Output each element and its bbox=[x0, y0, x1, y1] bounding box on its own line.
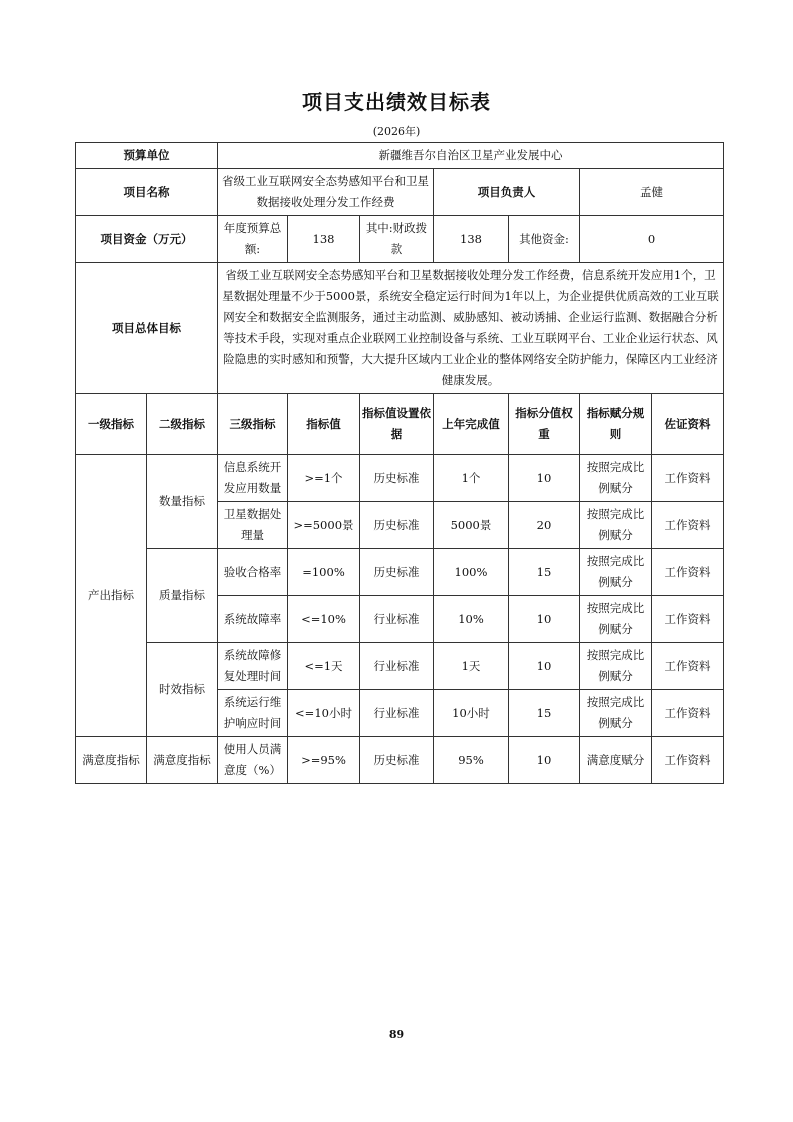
indicator-value: >=5000景 bbox=[288, 502, 360, 549]
score-weight: 15 bbox=[509, 549, 580, 596]
scoring-rule: 按照完成比例赋分 bbox=[580, 549, 652, 596]
other-funds-label: 其他资金: bbox=[509, 216, 580, 263]
col-header-value: 指标值 bbox=[288, 394, 360, 455]
project-name-label: 项目名称 bbox=[76, 169, 218, 216]
level3-indicator: 系统运行维护响应时间 bbox=[218, 690, 288, 737]
score-weight: 10 bbox=[509, 596, 580, 643]
evidence: 工作资料 bbox=[652, 502, 724, 549]
project-funds-row bbox=[76, 216, 724, 263]
evidence: 工作资料 bbox=[652, 549, 724, 596]
col-header-last-year: 上年完成值 bbox=[434, 394, 509, 455]
evidence: 工作资料 bbox=[652, 690, 724, 737]
project-lead-value: 孟健 bbox=[580, 169, 724, 216]
table-row bbox=[76, 737, 724, 784]
evidence: 工作资料 bbox=[652, 455, 724, 502]
level3-indicator: 卫星数据处理量 bbox=[218, 502, 288, 549]
last-year-value: 5000景 bbox=[434, 502, 509, 549]
scoring-rule: 按照完成比例赋分 bbox=[580, 643, 652, 690]
budget-unit-value: 新疆维吾尔自治区卫星产业发展中心 bbox=[218, 143, 724, 169]
last-year-value: 1个 bbox=[434, 455, 509, 502]
evidence: 工作资料 bbox=[652, 737, 724, 784]
level1-output: 产出指标 bbox=[76, 455, 147, 737]
value-basis: 行业标准 bbox=[360, 690, 434, 737]
overall-goal-label: 项目总体目标 bbox=[76, 263, 218, 394]
level3-indicator: 使用人员满意度（%） bbox=[218, 737, 288, 784]
scoring-rule: 按照完成比例赋分 bbox=[580, 690, 652, 737]
budget-unit-row bbox=[76, 143, 724, 169]
indicator-value: <=10小时 bbox=[288, 690, 360, 737]
level2-satisfaction: 满意度指标 bbox=[147, 737, 218, 784]
column-header-row bbox=[76, 394, 724, 455]
value-basis: 行业标准 bbox=[360, 596, 434, 643]
col-header-level3: 三级指标 bbox=[218, 394, 288, 455]
level3-indicator: 验收合格率 bbox=[218, 549, 288, 596]
evidence: 工作资料 bbox=[652, 643, 724, 690]
value-basis: 历史标准 bbox=[360, 549, 434, 596]
year-label: (2026年) bbox=[372, 125, 421, 138]
annual-budget-label: 年度预算总额: bbox=[218, 216, 288, 263]
table-row bbox=[76, 455, 724, 502]
score-weight: 10 bbox=[509, 643, 580, 690]
col-header-level2: 二级指标 bbox=[147, 394, 218, 455]
score-weight: 20 bbox=[509, 502, 580, 549]
annual-budget-value: 138 bbox=[288, 216, 360, 263]
score-weight: 10 bbox=[509, 737, 580, 784]
last-year-value: 1天 bbox=[434, 643, 509, 690]
value-basis: 历史标准 bbox=[360, 737, 434, 784]
overall-goal-text: 省级工业互联网安全态势感知平台和卫星数据接收处理分发工作经费，信息系统开发应用1个，卫星数据处理量不少于5000景，系统安全稳定运行时间为1年以上，为企业提供优质高效的工业互联网安全和数据安全监测服务，通过主动监测、威胁感知、被动诱捕、企业运行监测、数据融合分析等技术手段，实现对重点企业联网工业控制设备与系统、工业互联网平台、工业企业运行状态、风险隐患的实时感知和预警，大大提升区域内工业企业的整体网络安全防护能力，保障区内工业经济健康发展。 bbox=[218, 263, 724, 394]
level1-satisfaction: 满意度指标 bbox=[76, 737, 147, 784]
page-title: 项目支出绩效目标表 bbox=[302, 90, 491, 114]
indicator-value: <=10% bbox=[288, 596, 360, 643]
col-header-evidence: 佐证资料 bbox=[652, 394, 724, 455]
last-year-value: 100% bbox=[434, 549, 509, 596]
scoring-rule: 按照完成比例赋分 bbox=[580, 596, 652, 643]
col-header-rule: 指标赋分规则 bbox=[580, 394, 652, 455]
other-funds-value: 0 bbox=[580, 216, 724, 263]
indicator-value: >=1个 bbox=[288, 455, 360, 502]
project-name-value: 省级工业互联网安全态势感知平台和卫星数据接收处理分发工作经费 bbox=[218, 169, 434, 216]
col-header-weight: 指标分值权重 bbox=[509, 394, 580, 455]
level3-indicator: 信息系统开发应用数量 bbox=[218, 455, 288, 502]
scoring-rule: 按照完成比例赋分 bbox=[580, 455, 652, 502]
score-weight: 10 bbox=[509, 455, 580, 502]
indicator-value: >=95% bbox=[288, 737, 360, 784]
value-basis: 历史标准 bbox=[360, 455, 434, 502]
scoring-rule: 满意度赋分 bbox=[580, 737, 652, 784]
fiscal-funds-value: 138 bbox=[434, 216, 509, 263]
table-row bbox=[76, 643, 724, 690]
table-row bbox=[76, 549, 724, 596]
level3-indicator: 系统故障修复处理时间 bbox=[218, 643, 288, 690]
col-header-level1: 一级指标 bbox=[76, 394, 147, 455]
col-header-basis: 指标值设置依据 bbox=[360, 394, 434, 455]
value-basis: 历史标准 bbox=[360, 502, 434, 549]
project-name-row bbox=[76, 169, 724, 216]
level2-quality: 质量指标 bbox=[147, 549, 218, 643]
fiscal-funds-label: 其中:财政拨款 bbox=[360, 216, 434, 263]
value-basis: 行业标准 bbox=[360, 643, 434, 690]
indicator-value: <=1天 bbox=[288, 643, 360, 690]
project-lead-label: 项目负责人 bbox=[434, 169, 580, 216]
level3-indicator: 系统故障率 bbox=[218, 596, 288, 643]
last-year-value: 95% bbox=[434, 737, 509, 784]
overall-goal-row bbox=[76, 263, 724, 394]
page-number: 89 bbox=[388, 1028, 405, 1041]
scoring-rule: 按照完成比例赋分 bbox=[580, 502, 652, 549]
indicator-value: =100% bbox=[288, 549, 360, 596]
last-year-value: 10% bbox=[434, 596, 509, 643]
level2-timeliness: 时效指标 bbox=[147, 643, 218, 737]
budget-unit-label: 预算单位 bbox=[76, 143, 218, 169]
evidence: 工作资料 bbox=[652, 596, 724, 643]
project-funds-label: 项目资金（万元） bbox=[76, 216, 218, 263]
level2-quantity: 数量指标 bbox=[147, 455, 218, 549]
score-weight: 15 bbox=[509, 690, 580, 737]
last-year-value: 10小时 bbox=[434, 690, 509, 737]
performance-target-table bbox=[75, 142, 724, 784]
